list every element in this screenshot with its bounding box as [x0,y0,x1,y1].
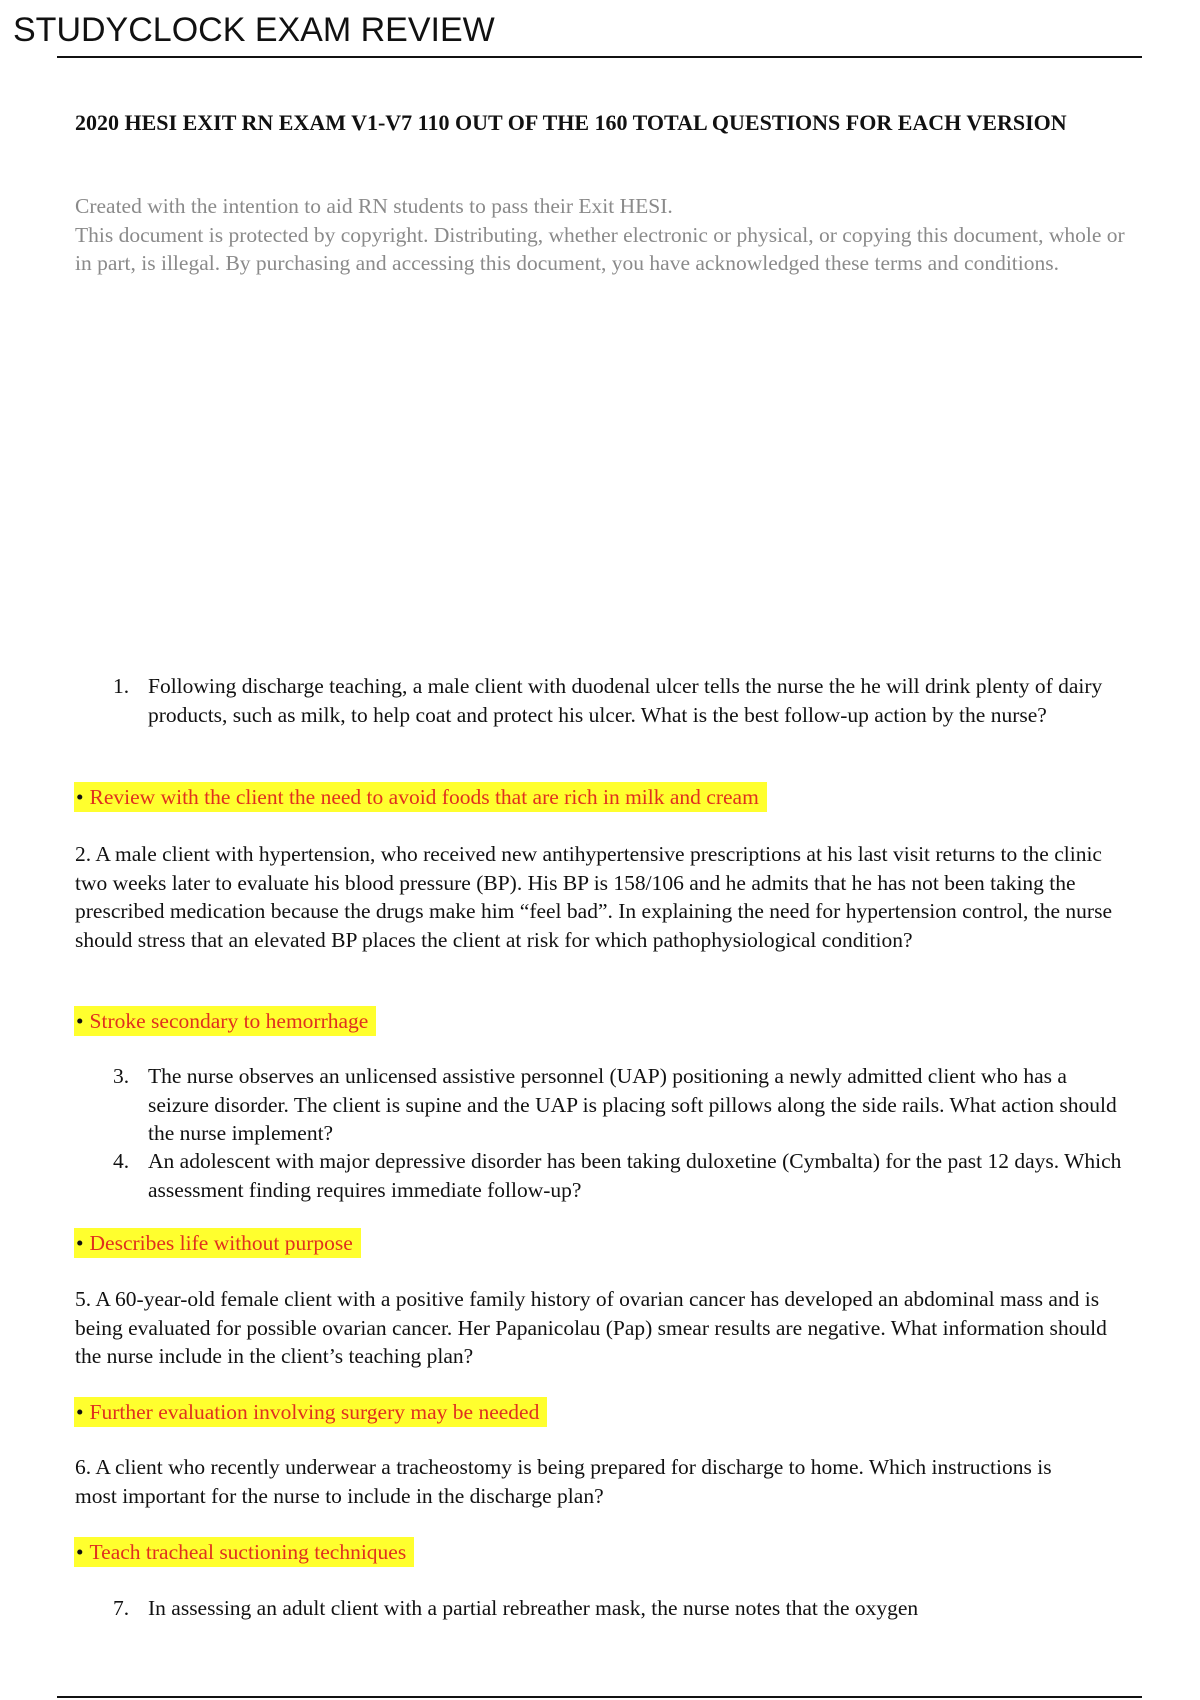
copyright-notice [75,192,1125,278]
answer-5-text: Teach tracheal suctioning techniques [89,1540,407,1564]
question-2-text: 2. A male client with hypertension, who received new antihypertensive prescriptions at his last visit returns to the clinic two weeks later to evaluate his blood pressure (BP). His BP is 158/106 and he admits that he has not been taking the prescribed medication because the drugs make him “feel bad”. In explaining the need for hypertension control, the nurse should stress that an elevated BP places the client at risk for which pathophysiological condition? [75,842,1112,952]
question-7-text: In assessing an adult client with a partial rebreather mask, the nurse notes that the oxygen [148,1596,919,1620]
answer-4-text: Further evaluation involving surgery may be needed [89,1400,540,1424]
answer-5-highlight [74,1537,414,1567]
notice-line-2: This document is protected by copyright. Distributing, whether electronic or physical, or copying this document, whole or in part, is illegal. By purchasing and accessing this document, you have acknowledged these terms and conditions. [75,222,1125,275]
bullet-icon: • [76,1540,84,1564]
answer-1-text: Review with the client the need to avoid foods that are rich in milk and cream [89,785,759,809]
notice-line-1: Created with the intention to aid RN students to pass their Exit HESI. [75,194,673,218]
header-divider [57,56,1142,58]
bullet-icon: • [76,1400,84,1424]
question-3-text: The nurse observes an unlicensed assistive personnel (UAP) positioning a newly admitted client who has a seizure disorder. The client is supine and the UAP is placing soft pillows along the side rails. What action should the nurse implement? [148,1064,1117,1145]
bullet-icon: • [76,1231,84,1255]
answer-2-highlight [74,1006,376,1036]
question-1-text: Following discharge teaching, a male client with duodenal ulcer tells the nurse the he will drink plenty of dairy products, such as milk, to help coat and protect his ulcer. What is the best follow-up action by the nurse? [148,674,1103,727]
question-6-text: 6. A client who recently underwear a tracheostomy is being prepared for discharge to home. Which instructions is most important for the nurse to include in the discharge plan? [75,1455,1052,1508]
answer-3-text: Describes life without purpose [89,1231,353,1255]
answer-4-highlight [74,1397,547,1427]
question-7-number: 7. [113,1596,130,1620]
answer-3-highlight [74,1228,361,1258]
document-title: 2020 HESI EXIT RN EXAM V1-V7 110 OUT OF THE 160 TOTAL QUESTIONS FOR EACH VERSION [75,110,1067,135]
footer-divider [57,1696,1142,1698]
question-4-number: 4. [113,1149,130,1173]
question-4-text: An adolescent with major depressive disorder has been taking duloxetine (Cymbalta) for the past 12 days. Which assessment finding requires immediate follow-up? [148,1149,1122,1202]
question-1-number: 1. [113,674,130,698]
answer-2-text: Stroke secondary to hemorrhage [89,1009,369,1033]
question-3-number: 3. [113,1064,130,1088]
bullet-icon: • [76,785,84,809]
answer-1-highlight [74,782,767,812]
question-5-text: 5. A 60-year-old female client with a positive family history of ovarian cancer has developed an abdominal mass and is being evaluated for possible ovarian cancer. Her Papanicolau (Pap) smear results are negative. What information should the nurse include in the client’s teaching plan? [75,1287,1107,1368]
page-header-title: STUDYCLOCK EXAM REVIEW [13,11,495,49]
bullet-icon: • [76,1009,84,1033]
